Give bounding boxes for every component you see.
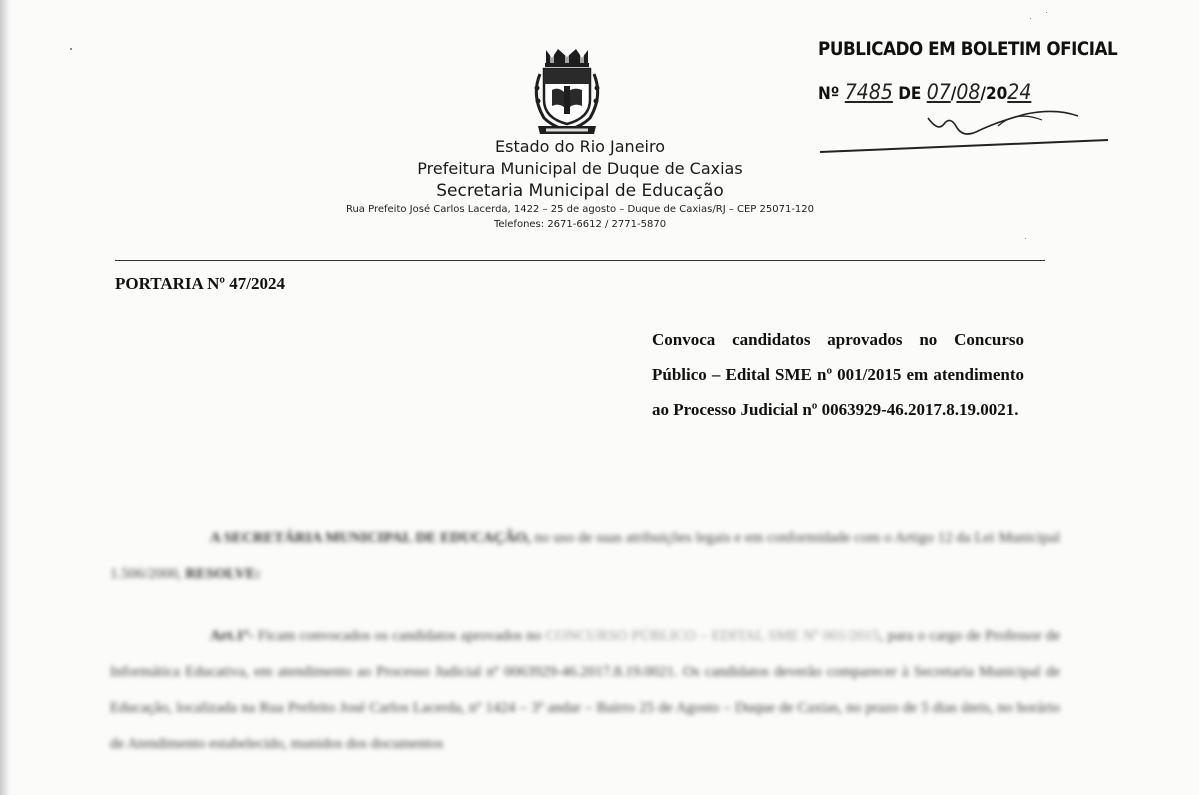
- stamp-date-day: 07: [926, 80, 951, 104]
- body-p1-text: no uso de suas atribuições legais e em conformidade com o Artigo 12 da Lei Municipal 1.506/2000,: [110, 530, 1060, 582]
- stamp-number-handwritten: 7485: [844, 80, 893, 104]
- body-p2-rest: , para o cargo de Professor de Informática Educativa, em atendimento ao Processo Judicial nº 0063929-46.2017.8.19.0021. Os candidatos deverão comparecer à Secretaria Municipal de Educação, localizada na Rua Prefeito José Carlos Lacerda, nº 1424 – 3º andar – Bairro 25 de Agosto – Duque de Caxias, no prazo de 5 dias úteis, no horário de Atendimento estabelecido, munidos dos documentos: [110, 628, 1061, 752]
- body-p1-resolve: RESOLVE:: [185, 566, 261, 582]
- signature-scribble-icon: [816, 34, 1116, 154]
- body-paragraph-1: [110, 520, 1060, 592]
- stamp-date-sep: /: [950, 84, 957, 104]
- state-name: Estado do Rio Janeiro: [495, 137, 665, 156]
- stamp-year-prefix: /20: [980, 84, 1008, 104]
- stamp-date-month: 08: [956, 80, 981, 104]
- prefecture-name: Prefeitura Municipal de Duque de Caxias: [417, 159, 743, 178]
- publication-stamp: [816, 34, 1116, 154]
- header-divider: [115, 260, 1045, 261]
- body-p2-concurso: CONCURSO PÚBLICO – EDITAL SME Nº 001/2015: [545, 628, 880, 644]
- scan-speck: [1030, 18, 1031, 19]
- body-p1-subject: A SECRETÁRIA MUNICIPAL DE EDUCAÇÃO,: [210, 530, 531, 546]
- phone-line: Telefones: 2671-6612 / 2771-5870: [493, 219, 667, 230]
- document-summary: Convoca candidatos aprovados no Concurso Público – Edital SME nº 001/2015 em atendimento ao Processo Judicial nº 0063929-46.2017.8.19.0021.: [652, 330, 1024, 419]
- letterhead: [280, 136, 880, 232]
- body-paragraph-2: [110, 618, 1060, 762]
- stamp-title: PUBLICADO EM BOLETIM OFICIAL: [818, 38, 1118, 60]
- scan-edge-shadow: [0, 0, 12, 795]
- stamp-date-prefix: DE: [898, 84, 922, 104]
- blurred-body: [110, 520, 1060, 788]
- scan-speck: [1025, 238, 1026, 239]
- stamp-year-handwritten: 24: [1007, 80, 1032, 104]
- scan-speck: [1046, 12, 1047, 13]
- body-p2-text: Ficam convocados os candidatos aprovados no: [253, 628, 546, 644]
- scan-speck: [70, 48, 72, 50]
- body-p2-article: Art.1º-: [210, 628, 254, 644]
- secretariat-name: Secretaria Municipal de Educação: [436, 181, 724, 201]
- portaria-number: PORTARIA Nº 47/2024: [115, 274, 285, 293]
- coat-of-arms-icon: [528, 46, 606, 138]
- address-line: Rua Prefeito José Carlos Lacerda, 1422 – 25 de agosto – Duque de Caxias/RJ – CEP 25071-120: [345, 204, 815, 215]
- stamp-number-prefix: Nº: [818, 84, 840, 104]
